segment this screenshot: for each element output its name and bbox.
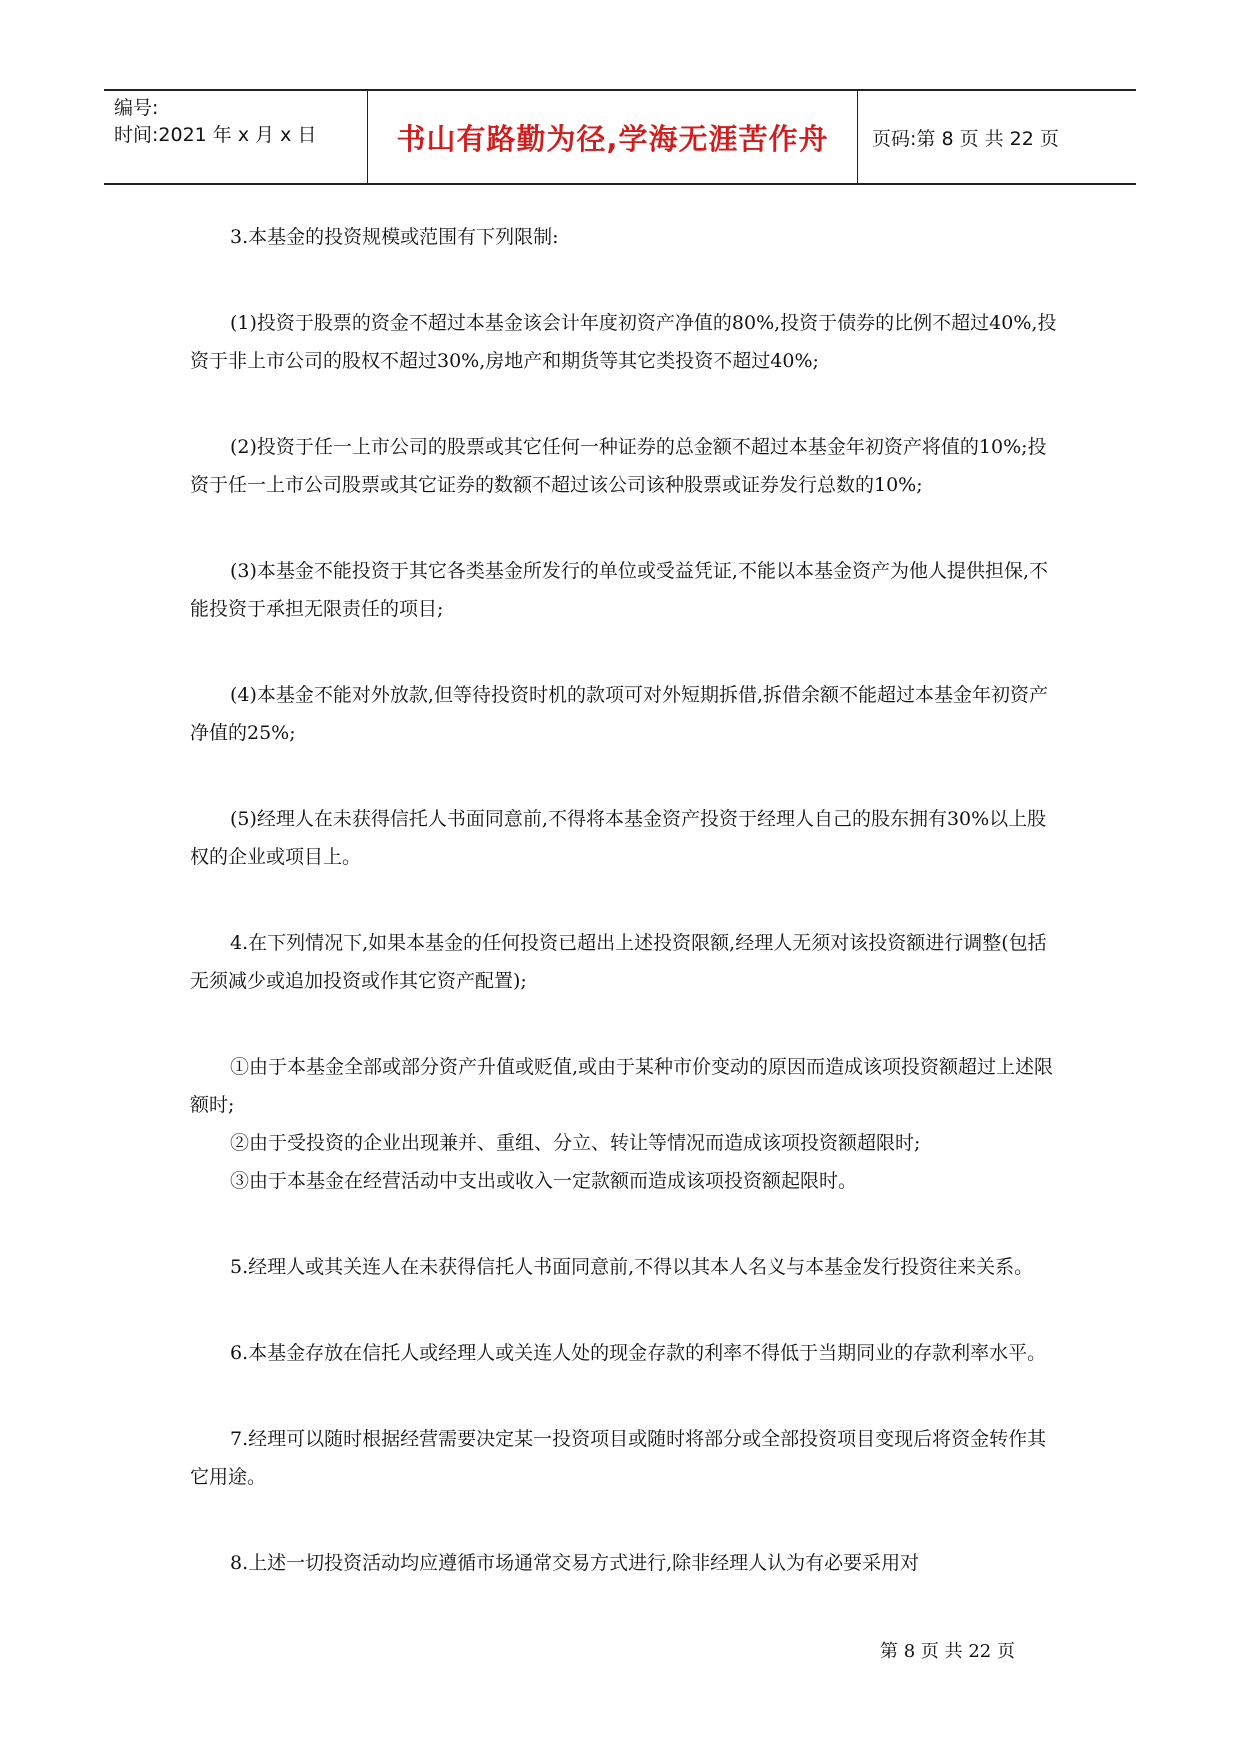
number-label: 编号:	[114, 97, 159, 119]
paragraph-3-4: (4)本基金不能对外放款,但等待投资时机的款项可对外短期拆借,拆借余额不能超过本基金年初资产净值的25%;	[190, 684, 1048, 744]
header-meta	[104, 91, 368, 183]
circumstance-item-2: ②由于受投资的企业出现兼并、重组、分立、转让等情况而造成该项投资额超限时;	[230, 1132, 921, 1154]
paragraph-3-1: (1)投资于股票的资金不超过本基金该会计年度初资产净值的80%,投资于债券的比例不超过40%,投资于非上市公司的股权不超过30%,房地产和期货等其它类投资不超过40%;	[190, 312, 1057, 372]
paragraph-3-3: (3)本基金不能投资于其它各类基金所发行的单位或受益凭证,不能以本基金资产为他人提供担保,不能投资于承担无限责任的项目;	[190, 560, 1048, 620]
page-footer: 第 8 页 共 22 页	[880, 1641, 1015, 1662]
page-header	[104, 89, 1136, 185]
circumstance-list	[150, 1048, 1058, 1200]
paragraph-3-2: (2)投资于任一上市公司的股票或其它任何一种证券的总金额不超过本基金年初资产将值的10%;投资于任一上市公司股票或其它证券的数额不超过该公司该种股票或证券发行总数的10%;	[190, 436, 1047, 496]
header-motto: 书山有路勤为径,学海无涯苦作舟	[368, 91, 858, 183]
circumstance-item-3: ③由于本基金在经营活动中支出或收入一定款额而造成该项投资额起限时。	[230, 1170, 858, 1192]
header-page-code: 页码:第 8 页 共 22 页	[872, 127, 1059, 150]
paragraph-6: 6.本基金存放在信托人或经理人或关连人处的现金存款的利率不得低于当期同业的存款利率水平。	[230, 1342, 1047, 1364]
paragraph-8: 8.上述一切投资活动均应遵循市场通常交易方式进行,除非经理人认为有必要采用对	[230, 1552, 920, 1574]
circumstance-item-1: ①由于本基金全部或部分资产升值或贬值,或由于某种市价变动的原因而造成该项投资额超过上述限额时;	[190, 1056, 1054, 1116]
paragraph-4: 4.在下列情况下,如果本基金的任何投资已超出上述投资限额,经理人无须对该投资额进行调整(包括无须减少或追加投资或作其它资产配置);	[190, 932, 1047, 992]
paragraph-3: 3.本基金的投资规模或范围有下列限制:	[230, 226, 559, 248]
paragraph-5: 5.经理人或其关连人在未获得信托人书面同意前,不得以其本人名义与本基金发行投资往来关系。	[230, 1256, 1034, 1278]
document-body	[190, 218, 1058, 1582]
time-label: 时间:2021 年 x 月 x 日	[114, 124, 317, 146]
paragraph-3-5: (5)经理人在未获得信托人书面同意前,不得将本基金资产投资于经理人自己的股东拥有30%以上股权的企业或项目上。	[190, 808, 1047, 868]
paragraph-7: 7.经理可以随时根据经营需要决定某一投资项目或随时将部分或全部投资项目变现后将资金转作其它用途。	[190, 1428, 1047, 1488]
